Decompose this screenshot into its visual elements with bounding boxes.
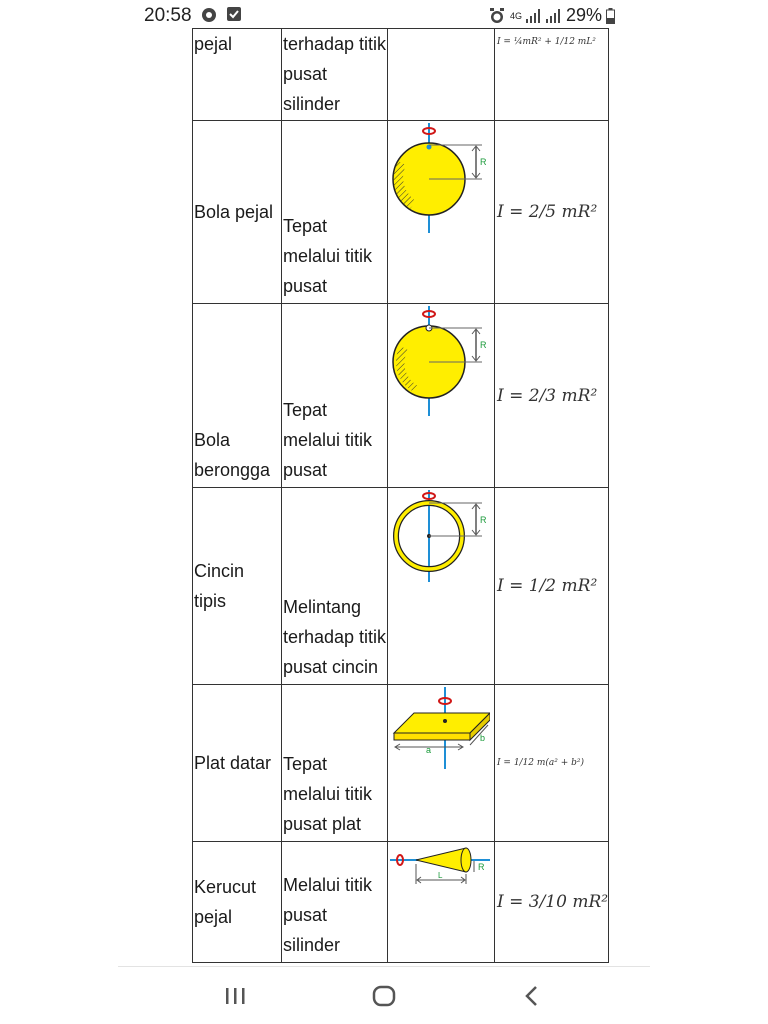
formula-cell <box>495 29 609 121</box>
table-row <box>193 842 609 963</box>
formula: I = 2/3 mR² <box>497 385 598 406</box>
formula: I = ¼mR² + 1/12 mL² <box>497 37 596 47</box>
object-name: pejal <box>194 34 233 54</box>
figure-cell <box>388 488 495 685</box>
signal-icon <box>546 9 562 23</box>
battery-level: 29% <box>566 5 603 25</box>
table-row <box>193 488 609 685</box>
table-row <box>193 685 609 842</box>
object-cell <box>193 685 282 842</box>
formula: I = 2/5 mR² <box>497 202 598 222</box>
axis-description: Tepat melalui titik pusat <box>283 400 373 480</box>
object-name: Kerucut pejal <box>194 877 257 927</box>
figure-cell <box>388 29 495 121</box>
object-name: Plat datar <box>194 753 272 773</box>
object-name: Bola berongga <box>194 430 271 480</box>
moment-of-inertia-table <box>192 28 609 963</box>
table-row <box>193 29 609 121</box>
formula-cell <box>495 488 609 685</box>
object-cell <box>193 29 282 121</box>
alarm-icon <box>488 7 506 25</box>
divider <box>118 966 650 967</box>
recent-apps-icon[interactable] <box>224 986 248 1006</box>
home-icon[interactable] <box>372 984 396 1008</box>
axis-cell <box>282 685 388 842</box>
download-icon <box>227 7 241 21</box>
axis-description: terhadap titik pusat silinder <box>283 34 387 114</box>
axis-description: Melintang terhadap titik pusat cincin <box>283 597 387 677</box>
object-cell <box>193 304 282 488</box>
object-cell <box>193 842 282 963</box>
radius-label: R <box>480 157 487 167</box>
table-row <box>193 304 609 488</box>
axis-cell <box>282 842 388 963</box>
axis-description: Melalui titik pusat silinder <box>283 875 373 955</box>
hollow-sphere-figure <box>390 304 490 416</box>
figure-cell <box>388 121 495 304</box>
length-label: L <box>438 871 443 880</box>
chrome-icon <box>201 7 217 23</box>
table-row <box>193 121 609 304</box>
solid-sphere-figure <box>390 121 490 233</box>
figure-cell <box>388 685 495 842</box>
solid-cone-figure <box>390 842 490 892</box>
axis-cell <box>282 304 388 488</box>
axis-description: Tepat melalui titik pusat <box>283 216 373 296</box>
figure-cell <box>388 842 495 963</box>
back-icon[interactable] <box>522 984 542 1008</box>
radius-label: R <box>478 862 485 872</box>
depth-label: b <box>480 733 486 743</box>
axis-cell <box>282 29 388 121</box>
object-cell <box>193 121 282 304</box>
object-cell <box>193 488 282 685</box>
formula-cell <box>495 121 609 304</box>
network-type: 4G <box>510 10 523 21</box>
thin-ring-figure <box>390 488 490 584</box>
object-name: Bola pejal <box>194 202 274 222</box>
object-name: Cincin tipis <box>194 561 245 611</box>
formula-cell <box>495 842 609 963</box>
signal-icon <box>526 9 542 23</box>
radius-label: R <box>480 515 487 525</box>
formula: I = 3/10 mR² <box>497 892 609 912</box>
figure-cell <box>388 304 495 488</box>
radius-label: R <box>480 340 487 350</box>
formula: I = 1/2 mR² <box>497 576 598 596</box>
formula-cell <box>495 685 609 842</box>
axis-cell <box>282 121 388 304</box>
axis-cell <box>282 488 388 685</box>
width-label: a <box>426 745 432 755</box>
flat-plate-figure <box>390 685 490 771</box>
navigation-bar <box>0 966 768 1024</box>
formula: I = 1/12 m(a² + b²) <box>497 758 585 768</box>
battery-icon <box>606 8 615 24</box>
axis-description: Tepat melalui titik pusat plat <box>283 754 373 834</box>
status-right <box>488 5 615 26</box>
clock: 20:58 <box>144 5 192 26</box>
formula-cell <box>495 304 609 488</box>
